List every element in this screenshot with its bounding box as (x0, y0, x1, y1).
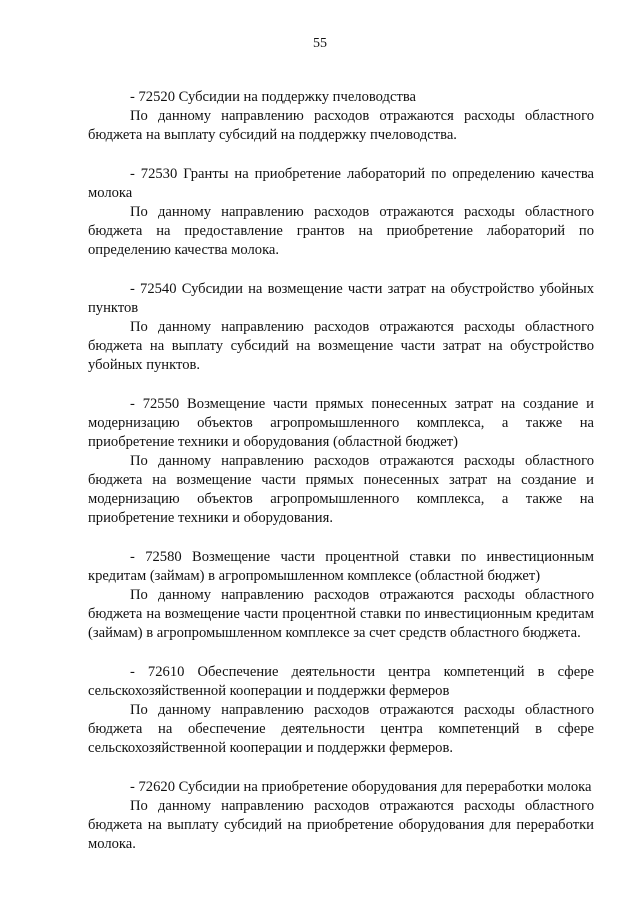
section-72550 (88, 395, 594, 528)
section-body: По данному направлению расходов отражаются расходы областного бюджета на выплату субсидий на поддержку пчеловодства. (88, 108, 594, 143)
section-heading: - 72610 Обеспечение деятельности центра компетенций в сфере сельскохозяйственной кооперации и поддержки фермеров (88, 664, 594, 699)
section-body: По данному направлению расходов отражаются расходы областного бюджета на возмещение части прямых понесенных затрат на создание и модернизацию объектов агропромышленного комплекса, а также на приобретение техники и оборудования. (88, 453, 594, 526)
section-body: По данному направлению расходов отражаются расходы областного бюджета на выплату субсидий на возмещение части затрат на обустройство убойных пунктов. (88, 319, 594, 373)
section-heading: - 72520 Субсидии на поддержку пчеловодства (130, 89, 417, 105)
section-72620 (88, 778, 594, 854)
page-number: 55 (313, 36, 327, 51)
section-72520 (88, 88, 594, 145)
section-72610 (88, 663, 594, 758)
section-heading: - 72550 Возмещение части прямых понесенных затрат на создание и модернизацию объектов агропромышленного комплекса, а также на приобретение техники и оборудования (областной бюджет) (88, 396, 594, 450)
section-72530 (88, 165, 594, 260)
document-body (88, 88, 594, 874)
section-heading: - 72580 Возмещение части процентной ставки по инвестиционным кредитам (займам) в агропромышленном комплексе (областной бюджет) (88, 549, 594, 584)
section-body: По данному направлению расходов отражаются расходы областного бюджета на предоставление грантов на приобретение лабораторий по определению качества молока. (88, 204, 594, 258)
section-72580 (88, 548, 594, 643)
section-body: По данному направлению расходов отражаются расходы областного бюджета на возмещение части процентной ставки по инвестиционным кредитам (займам) в агропромышленном комплексе за счет средств областного бюджета. (88, 587, 594, 641)
section-body: По данному направлению расходов отражаются расходы областного бюджета на выплату субсидий на приобретение оборудования для переработки молока. (88, 798, 594, 852)
section-heading: - 72620 Субсидии на приобретение оборудования для переработки молока (130, 779, 592, 795)
section-heading: - 72540 Субсидии на возмещение части затрат на обустройство убойных пунктов (88, 281, 594, 316)
section-heading: - 72530 Гранты на приобретение лабораторий по определению качества молока (88, 166, 594, 201)
section-72540 (88, 280, 594, 375)
section-body: По данному направлению расходов отражаются расходы областного бюджета на обеспечение деятельности центра компетенций в сфере сельскохозяйственной кооперации и поддержки фермеров. (88, 702, 594, 756)
